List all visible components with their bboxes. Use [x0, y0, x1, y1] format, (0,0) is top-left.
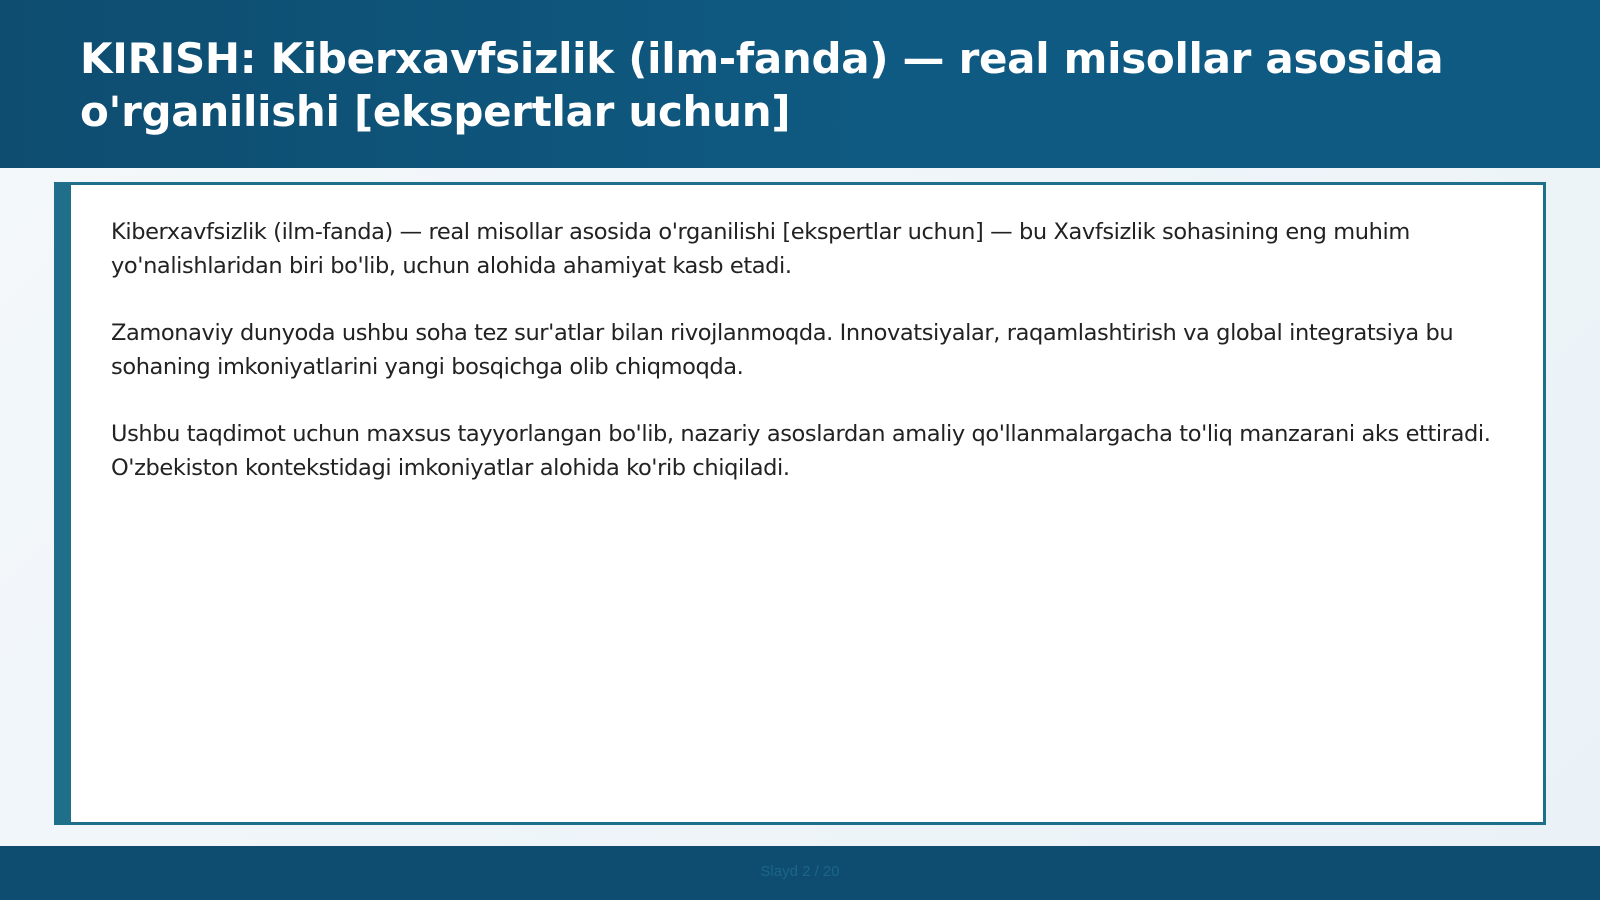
content-paragraph: Zamonaviy dunyoda ushbu soha tez sur'atlar bilan rivojlanmoqda. Innovatsiyalar, raqamlashtirish va global integratsiya bu sohaning imkoniyatlarini yangi bosqichga olib chiqmoqda. [111, 320, 1454, 380]
slide-header [0, 0, 1600, 168]
slide-footer [0, 846, 1600, 900]
content-card [54, 182, 1546, 825]
content-paragraph: Kiberxavfsizlik (ilm-fanda) — real misollar asosida o'rganilishi [ekspertlar uchun] — bu Xavfsizlik sohasining eng muhim yo'nalishlaridan biri bo'lib, uchun alohida ahamiyat kasb etadi. [111, 219, 1410, 279]
slide-number: Slayd 2 / 20 [760, 863, 840, 880]
content-paragraph: Ushbu taqdimot uchun maxsus tayyorlangan bo'lib, nazariy asoslardan amaliy qo'llanmalargacha to'liq manzarani aks ettiradi. O'zbekiston kontekstidagi imkoniyatlar alohida ko'rib chiqiladi. [111, 421, 1491, 481]
slide-title: KIRISH: Kiberxavfsizlik (ilm-fanda) — real misollar asosida o'rganilishi [ekspertlar uchun] [80, 34, 1444, 136]
